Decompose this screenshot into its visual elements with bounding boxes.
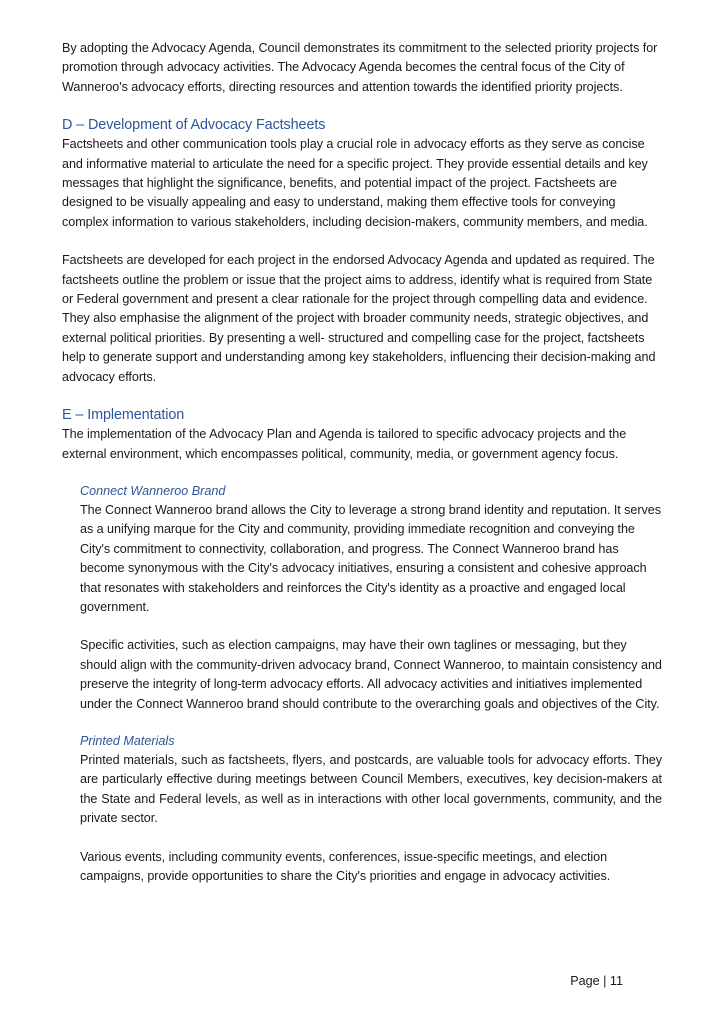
section-d-paragraph-2: Factsheets are developed for each project in the endorsed Advocacy Agenda and updated as required. The factsheets outline the problem or issue that the project aims to address, identify what is required from State or Federal government and present a clear rationale for the project through compelling data and evidence. They also emphasise the alignment of the project with broader community needs, strategic objectives, and external political priorities. By presenting a well- structured and compelling case for the project, factsheets help to generate support and understanding among key stakeholders, influencing their decision-making and advocacy efforts. [62,253,656,384]
spacer [62,97,662,115]
connect-brand-heading: Connect Wanneroo Brand [80,483,226,498]
spacer [62,232,662,251]
connect-brand-subsection [62,482,662,887]
section-d-paragraph-1: Factsheets and other communication tools play a crucial role in advocacy efforts as they serve as concise and informative material to articulate the need for a specific project. They provide essential details and key messages that highlight the significance, benefits, and potential impact of the project. Factsheets are designed to be visually appealing and easy to understand, making them effective tools for conveying complex information to various stakeholders, including decision-makers, community members, and media. [62,137,648,229]
spacer [80,714,662,732]
section-e-paragraph: The implementation of the Advocacy Plan and Agenda is tailored to specific advocacy projects and the external environment, which encompasses political, community, media, or government agency focus. [62,427,627,461]
connect-brand-paragraph-1: The Connect Wanneroo brand allows the City to leverage a strong brand identity and reputation. It serves as a unifying marque for the City and community, providing immediate recognition and conveying the City's commitment to connectivity, collaboration, and progress. The Connect Wanneroo brand has become synonymous with the City's advocacy initiatives, ensuring a consistent and cohesive approach that resonates with stakeholders and reinforces the City's identity as a proactive and engaged local government. [80,502,661,614]
spacer [62,464,662,482]
section-d-heading: D – Development of Advocacy Factsheets [62,117,326,134]
document-page [62,39,662,886]
printed-materials-paragraph-2: Various events, including community events, conferences, issue-specific meetings, and election campaigns, provide opportunities to share the City's priorities and engage in advocacy activities. [80,849,611,883]
spacer [62,387,662,405]
page-number: Page | 11 [570,974,623,988]
connect-brand-paragraph-2: Specific activities, such as election campaigns, may have their own taglines or messaging, but they should align with the community-driven advocacy brand, Connect Wanneroo, to maintain consistency and preserve the integrity of long-term advocacy efforts. All advocacy activities and initiatives implemented under the Connect Wanneroo brand should contribute to the overarching goals and objectives of the City. [80,638,662,711]
intro-paragraph: By adopting the Advocacy Agenda, Council demonstrates its commitment to the selected priority projects for promotion through advocacy activities. The Advocacy Agenda becomes the central focus of the City of Wanneroo's advocacy efforts, directing resources and attention towards the identified priority projects. [62,41,658,94]
spacer [80,617,662,636]
section-e-heading: E – Implementation [62,407,185,424]
printed-materials-paragraph-1: Printed materials, such as factsheets, flyers, and postcards, are valuable tools for advocacy efforts. They are particularly effective during meetings between Council Members, executives, key decision-makers at the State and Federal levels, as well as in interactions with other local governments, community, and the private sector. [80,752,662,826]
printed-materials-heading: Printed Materials [80,733,175,748]
spacer [80,829,662,848]
